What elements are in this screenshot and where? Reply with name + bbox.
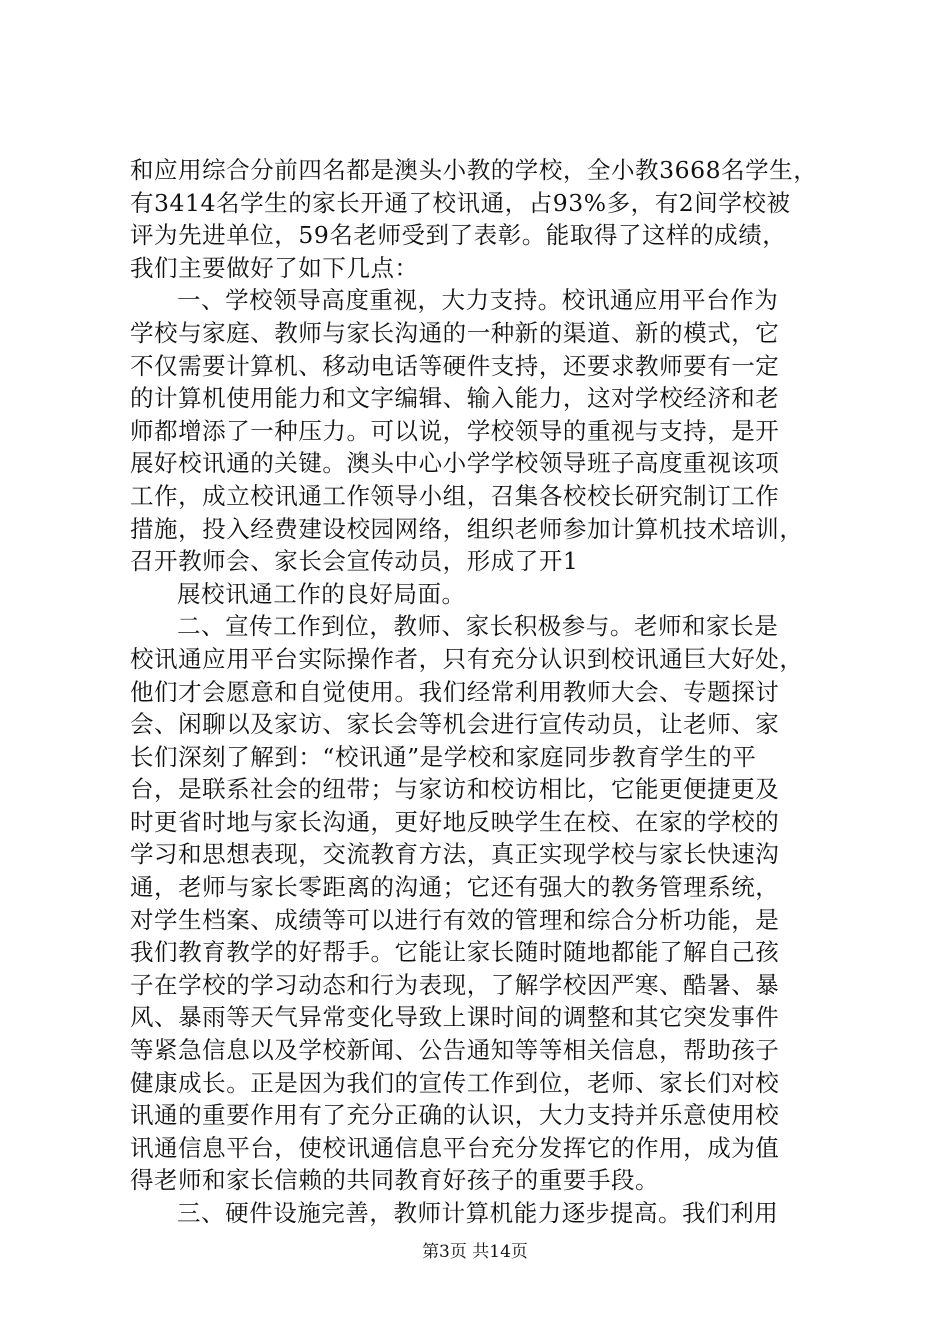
text-line: 对学生档案、成绩等可以进行有效的管理和综合分析功能，是 xyxy=(130,905,780,934)
text-line: 和应用综合分前四名都是澳头小教的学校，全小教3668名学生， xyxy=(130,156,818,184)
text-line: 展好校讯通的关键。澳头中心小学学校领导班子高度重视该项 xyxy=(130,449,780,478)
text-line: 时更省时地与家长沟通，更好地反映学生在校、在家的学校的 xyxy=(130,807,780,836)
text-line: 一、学校领导高度重视，大力支持。校讯通应用平台作为 xyxy=(177,286,779,315)
text-line: 等紧急信息以及学校新闻、公告通知等等相关信息，帮助孩子 xyxy=(130,1036,780,1065)
text-line: 台，是联系社会的纽带；与家访和校访相比，它能更便捷更及 xyxy=(130,775,780,804)
text-line: 他们才会愿意和自觉使用。我们经常利用教师大会、专题探讨 xyxy=(130,677,780,706)
text-line: 工作，成立校讯通工作领导小组，召集各校校长研究制订工作 xyxy=(130,481,780,510)
text-line: 召开教师会、家长会宣传动员，形成了开1 xyxy=(130,547,579,576)
text-line: 子在学校的学习动态和行为表现，了解学校因严寒、酷暑、暴 xyxy=(130,970,780,999)
text-line: 我们主要做好了如下几点： xyxy=(130,253,419,282)
text-line: 展校讯通工作的良好局面。 xyxy=(177,579,466,608)
text-line: 通，老师与家长零距离的沟通；它还有强大的教务管理系统， xyxy=(130,873,780,902)
text-line: 不仅需要计算机、移动电话等硬件支持，还要求教师要有一定 xyxy=(130,351,780,380)
text-line: 师都增添了一种压力。可以说，学校领导的重视与支持，是开 xyxy=(130,416,780,445)
text-line: 得老师和家长信赖的共同教育好孩子的重要手段。 xyxy=(130,1166,660,1195)
text-line: 措施，投入经费建设校园网络，组织老师参加计算机技术培训， xyxy=(130,514,804,543)
text-line: 讯通信息平台，使校讯通信息平台充分发挥它的作用，成为值 xyxy=(130,1133,780,1162)
body-text xyxy=(130,154,830,1230)
page-footer: 第3页 共14页 xyxy=(422,1242,528,1262)
text-line: 长们深刻了解到：“校讯通”是学校和家庭同步教育学生的平 xyxy=(130,742,757,771)
text-line: 的计算机使用能力和文字编辑、输入能力，这对学校经济和老 xyxy=(130,384,780,413)
text-line: 讯通的重要作用有了充分正确的认识，大力支持并乐意使用校 xyxy=(130,1101,780,1130)
text-line: 有3414名学生的家长开通了校讯通，占93%多，有2间学校被 xyxy=(130,188,791,217)
text-line: 二、宣传工作到位，教师、家长积极参与。老师和家长是 xyxy=(177,612,779,641)
text-line: 学习和思想表现，交流教育方法，真正实现学校与家长快速沟 xyxy=(130,840,780,869)
text-line: 三、硬件设施完善，教师计算机能力逐步提高。我们利用 xyxy=(177,1199,779,1227)
text-line: 会、闲聊以及家访、家长会等机会进行宣传动员，让老师、家 xyxy=(130,710,780,739)
text-line: 风、暴雨等天气异常变化导致上课时间的调整和其它突发事件 xyxy=(130,1003,780,1032)
text-line: 健康成长。正是因为我们的宣传工作到位，老师、家长们对校 xyxy=(130,1068,780,1097)
text-line: 校讯通应用平台实际操作者，只有充分认识到校讯通巨大好处， xyxy=(130,644,804,673)
text-line: 学校与家庭、教师与家长沟通的一种新的渠道、新的模式，它 xyxy=(130,318,780,347)
text-line: 我们教育教学的好帮手。它能让家长随时随地都能了解自己孩 xyxy=(130,938,780,967)
text-line: 评为先进单位，59名老师受到了表彰。能取得了这样的成绩， xyxy=(130,221,787,250)
